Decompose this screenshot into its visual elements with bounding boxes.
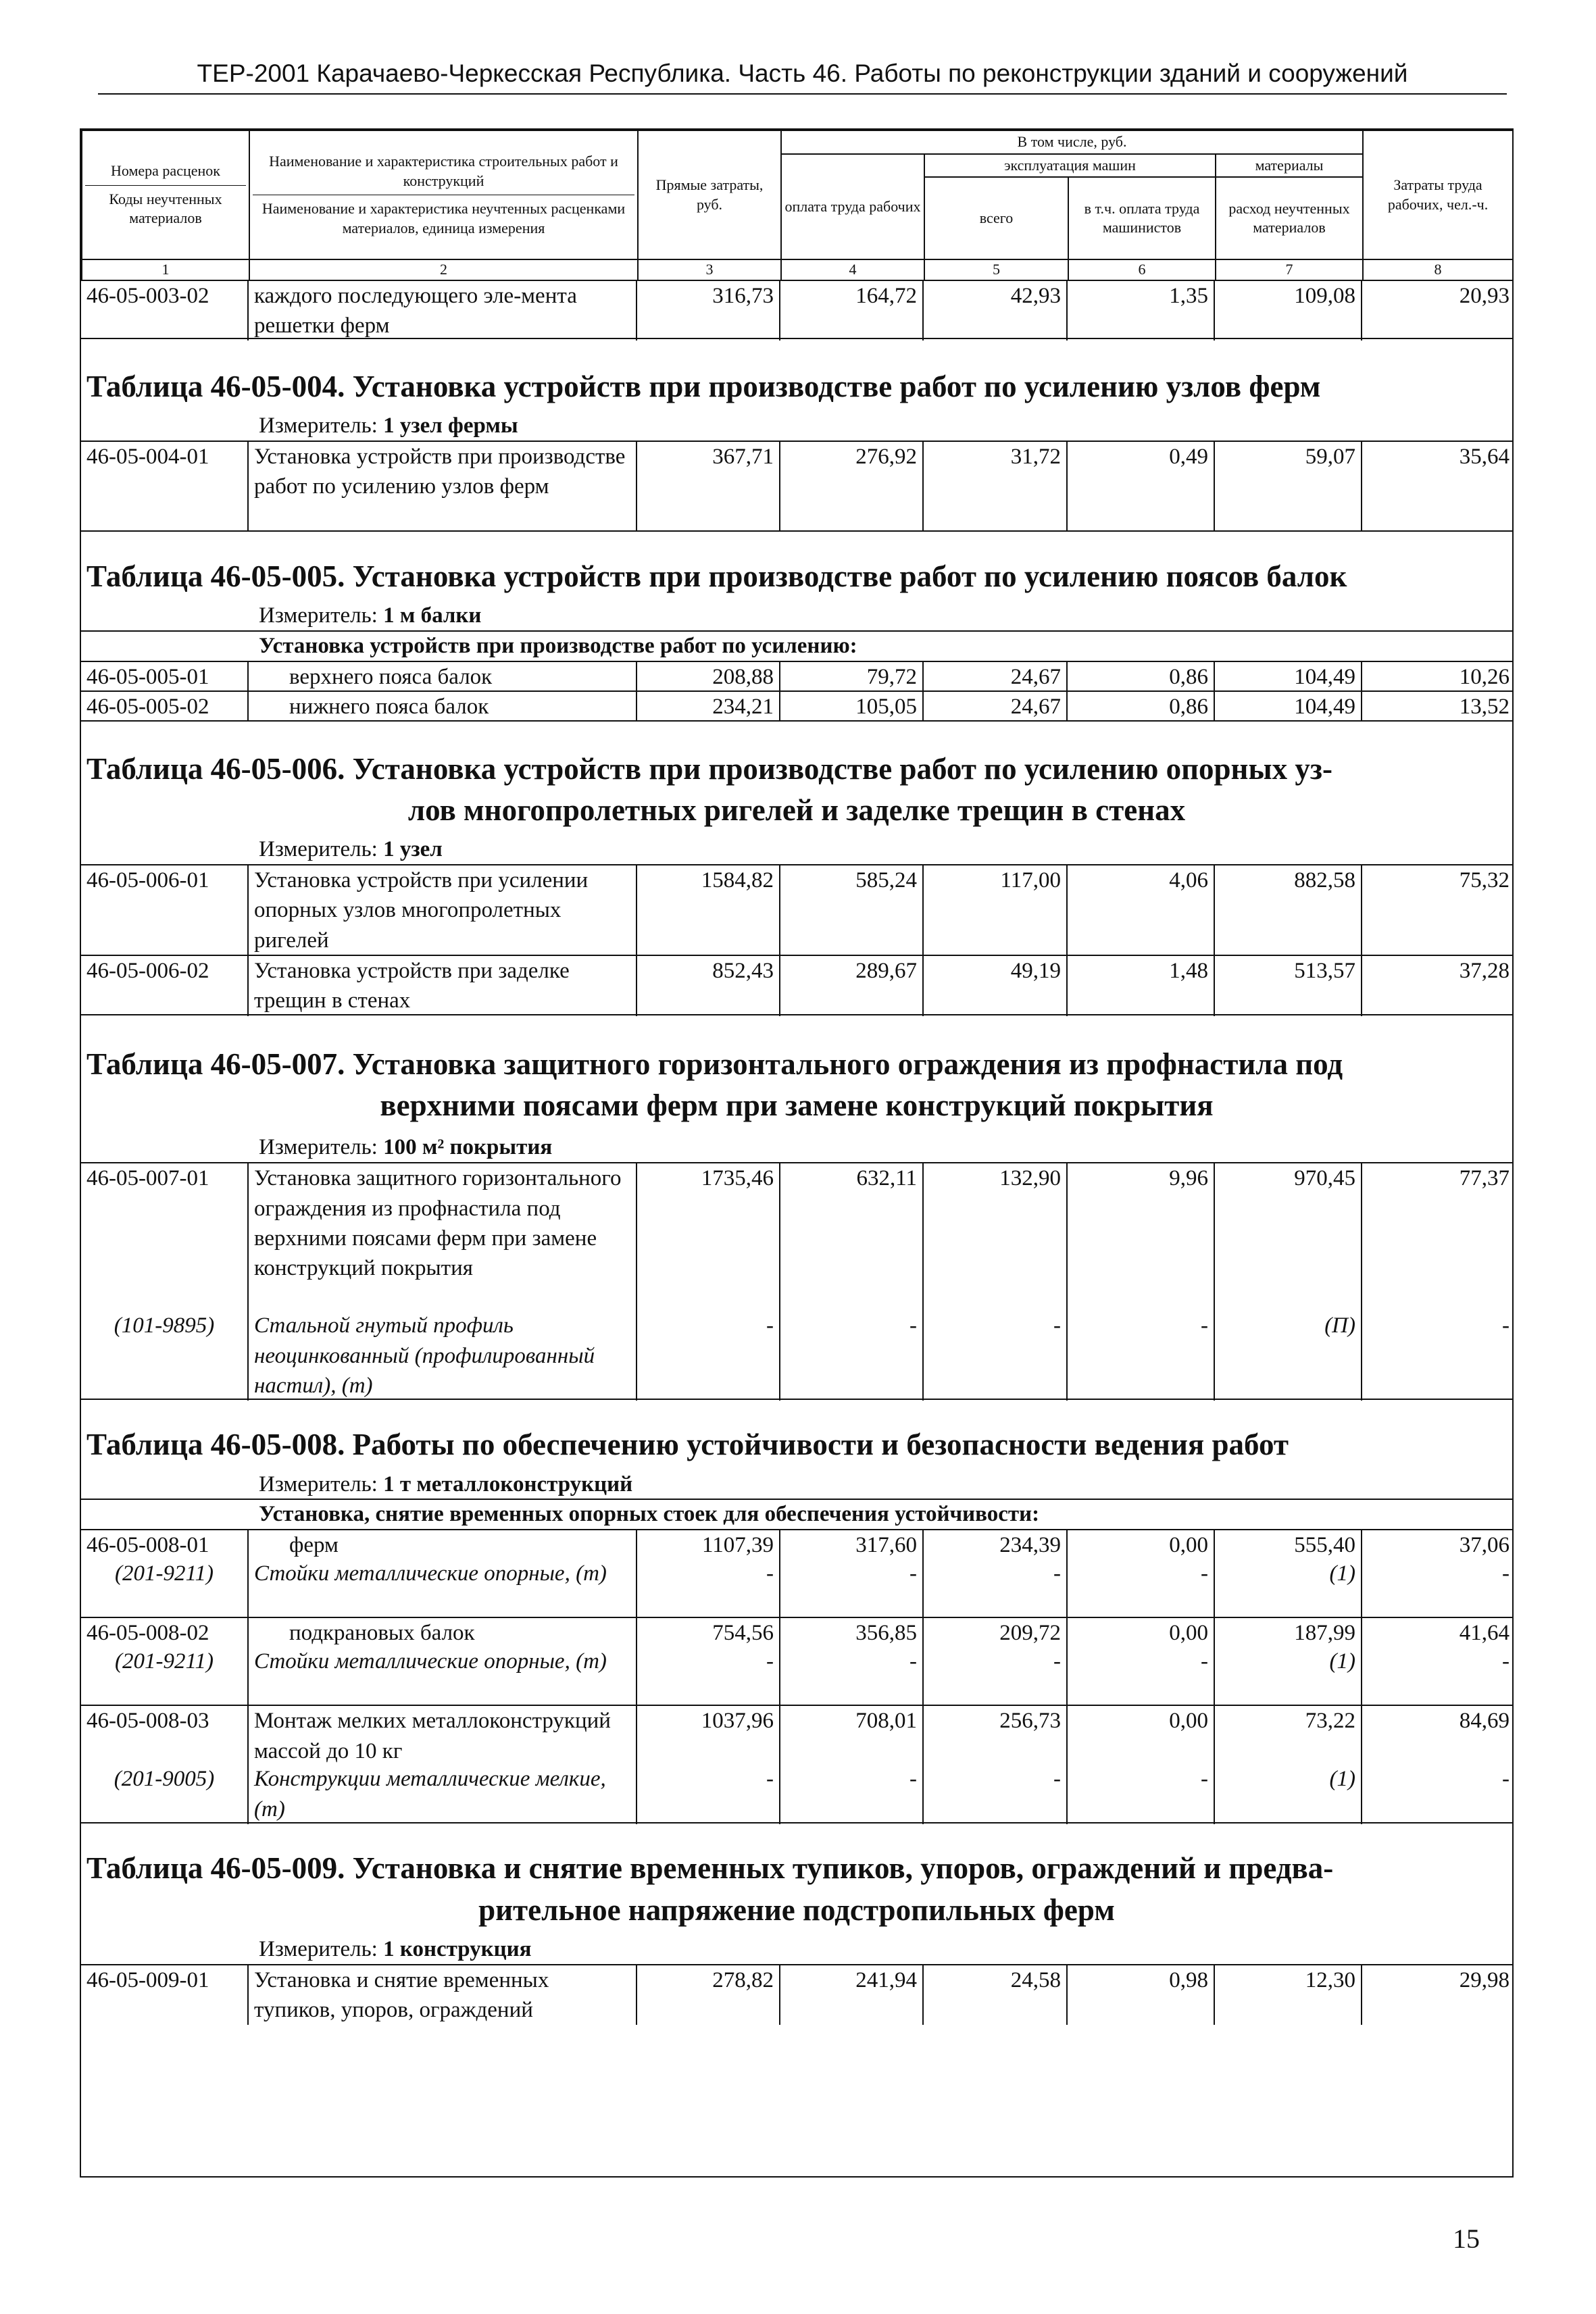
- material-row: (201-9211) Стойки металлические опорные, (т) - - - - (1) -: [81, 1646, 1512, 1706]
- column-numbers: 1 2 3 4 5 6 7 8: [82, 259, 1513, 280]
- col-direct-costs: Прямые затраты, руб.: [638, 130, 781, 259]
- table-title: Таблица 46-05-007. Установка защитного горизонтального ограждения из профнастила под верхними поясами ферм при замене конструкций покрытия: [86, 1047, 1343, 1123]
- table-row: 46-05-006-02 Установка устройств при заделке трещин в стенах 852,43 289,67 49,19 1,48 513,57 37,28: [81, 956, 1512, 1015]
- meter-line: Измеритель: 1 м балки: [81, 601, 1512, 632]
- table-row: 46-05-006-01 Установка устройств при усилении опорных узлов многопролетных ригелей 1584,82 585,24 117,00 4,06 882,58 75,32: [81, 865, 1512, 956]
- col-codes: Номера расценок Коды неучтенных материалов: [82, 130, 249, 259]
- meter-line: Измеритель: 1 узел: [81, 835, 1512, 865]
- table-row: 46-05-007-01 Установка защитного горизонтального ограждения из профнастила под верхними поясами ферм при замене конструкций покрытия 1735,46 632,11 132,90 9,96 970,45 77,37: [81, 1163, 1512, 1311]
- meter-line: Измеритель: 1 конструкция: [81, 1935, 1512, 1965]
- col-including: В том числе, руб.: [781, 130, 1363, 154]
- col-machinists-wages: в т.ч. оплата труда машинистов: [1068, 177, 1216, 259]
- col-machines-total: всего: [924, 177, 1068, 259]
- meter-line: Измеритель: 100 м² покрытия: [81, 1133, 1512, 1163]
- material-row: (201-9211) Стойки металлические опорные, (т) - - - - (1) -: [81, 1559, 1512, 1618]
- col-names: Наименование и характеристика строительных работ и конструкций Наименование и характеристика неучтенных расценками материалов, единица измерения: [249, 130, 638, 259]
- col-materials-consumption: расход неучтенных материалов: [1216, 177, 1363, 259]
- group-subheading: Установка устройств при производстве работ по усилению:: [81, 632, 1512, 662]
- group-subheading: Установка, снятие временных опорных стоек для обеспечения устойчивости:: [81, 1500, 1512, 1530]
- material-row: (201-9005) Конструкции металлические мелкие, (т) - - - - (1) -: [81, 1764, 1512, 1823]
- meter-line: Измеритель: 1 т металлоконструкций: [81, 1470, 1512, 1501]
- price-table: [80, 128, 1514, 2178]
- table-row: 46-05-008-01 ферм 1107,39 317,60 234,39 0,00 555,40 37,06: [81, 1530, 1512, 1559]
- table-title: Таблица 46-05-008. Работы по обеспечению устойчивости и безопасности ведения работ: [86, 1428, 1289, 1462]
- col-wages: оплата труда рабочих: [781, 154, 924, 260]
- table-row: 46-05-005-02 нижнего пояса балок 234,21 105,05 24,67 0,86 104,49 13,52: [81, 692, 1512, 722]
- page-number: 15: [1453, 2223, 1480, 2254]
- table-row: 46-05-008-03 Монтаж мелких металлоконструкций массой до 10 кг 1037,96 708,01 256,73 0,00 73,22 84,69: [81, 1706, 1512, 1764]
- table-row: 46-05-003-02 каждого последующего эле-мента решетки ферм 316,73 164,72 42,93 1,35 109,08 20,93: [81, 281, 1512, 339]
- table-row: 46-05-004-01 Установка устройств при производстве работ по усилению узлов ферм 367,71 276,92 31,72 0,49 59,07 35,64: [81, 442, 1512, 532]
- table-title: Таблица 46-05-005. Установка устройств при производстве работ по усилению поясов балок: [86, 559, 1347, 593]
- table-title: Таблица 46-05-004. Установка устройств при производстве работ по усилению узлов ферм: [86, 369, 1321, 403]
- table-row: 46-05-009-01 Установка и снятие временных тупиков, упоров, ограждений 278,82 241,94 24,58 0,98 12,30 29,98: [81, 1965, 1512, 2023]
- page-header: ТЕР-2001 Карачаево-Черкесская Республика. Часть 46. Работы по реконструкции зданий и сооружений: [98, 59, 1507, 95]
- col-machines: эксплуатация машин: [924, 154, 1216, 178]
- column-header: [81, 130, 1514, 281]
- meter-line: Измеритель: 1 узел фермы: [81, 411, 1512, 442]
- col-materials: материалы: [1216, 154, 1363, 178]
- table-title: Таблица 46-05-006. Установка устройств при производстве работ по усилению опорных уз- лов многопролетных ригелей и заделке трещин в стенах: [86, 751, 1332, 828]
- material-row: (101-9895) Стальной гнутый профиль неоцинкованный (профилированный настил), (т) - - - - (П) -: [81, 1311, 1512, 1400]
- col-labor: Затраты труда рабочих, чел.-ч.: [1363, 130, 1513, 259]
- table-title: Таблица 46-05-009. Установка и снятие временных тупиков, упоров, ограждений и предва- рительное напряжение подстропильных ферм: [86, 1851, 1334, 1927]
- table-row: 46-05-005-01 верхнего пояса балок 208,88 79,72 24,67 0,86 104,49 10,26: [81, 662, 1512, 692]
- table-row: 46-05-008-02 подкрановых балок 754,56 356,85 209,72 0,00 187,99 41,64: [81, 1618, 1512, 1646]
